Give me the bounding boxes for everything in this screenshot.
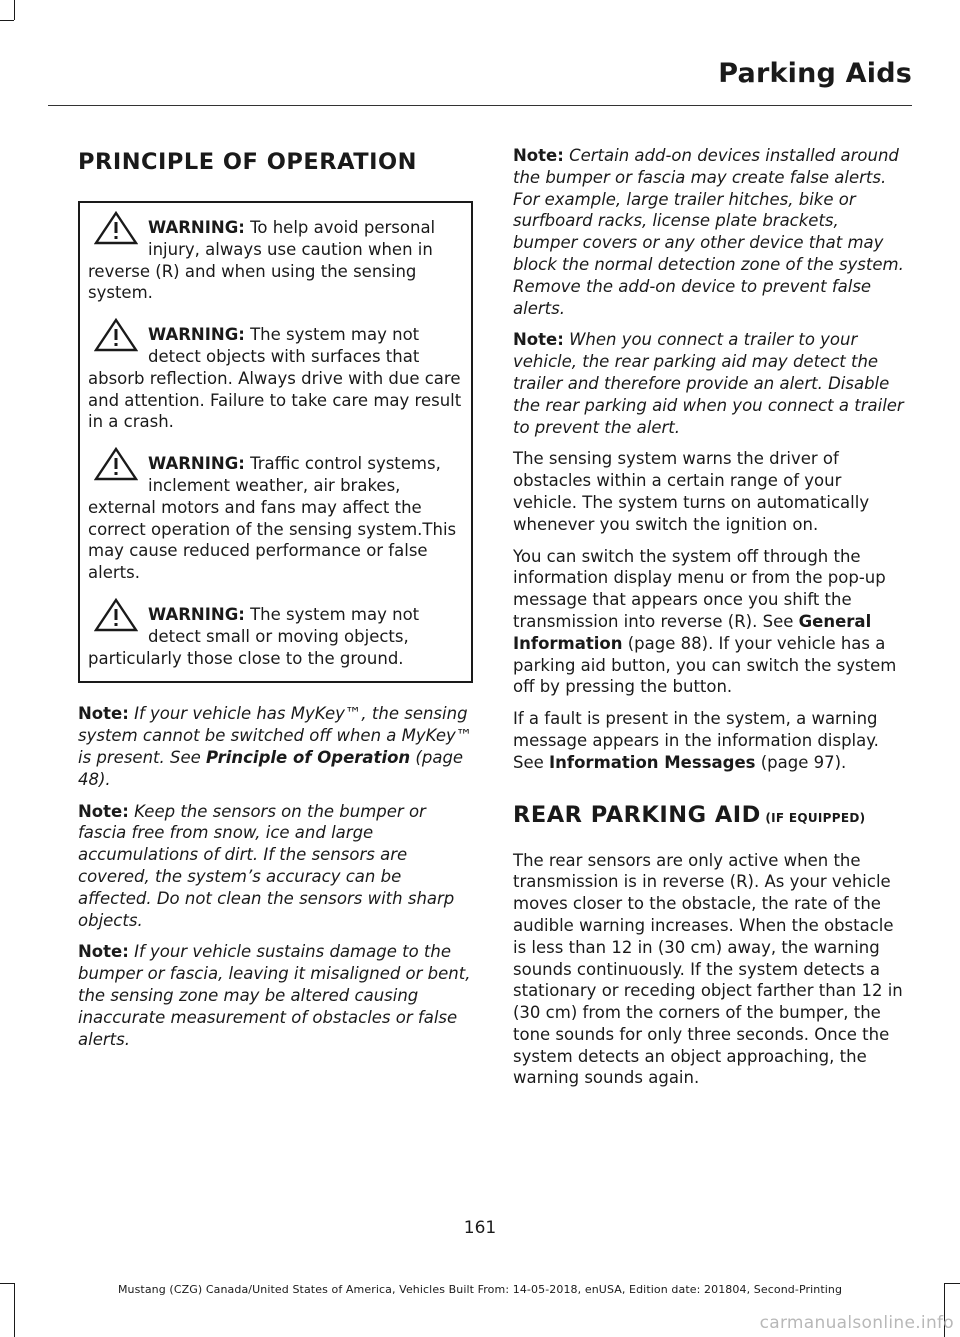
- note-text: When you connect a trailer to your vehicle, the rear parking aid may detect the trailer and therefore provide an alert. Disable the rear parking aid when you connect a trailer to prevent the alert.: [513, 330, 904, 437]
- left-column: [78, 140, 473, 1060]
- note-text: If your vehicle sustains damage to the bumper or fascia, leaving it misaligned or bent, the sensing zone may be altered causing inaccurate measurement of obstacles or false alerts.: [78, 942, 471, 1049]
- cross-reference-link[interactable]: Information Messages: [549, 752, 756, 772]
- warning-item: [88, 217, 463, 304]
- note-label: Note:: [78, 801, 129, 821]
- warning-label: WARNING:: [148, 604, 245, 624]
- note-text: Keep the sensors on the bumper or fascia free from snow, ice and large accumulations of dirt. If the sensors are covered, the system’s accuracy can be affected. Do not clean the sensors with sharp objects.: [78, 801, 455, 930]
- page-number: 161: [463, 1218, 497, 1238]
- section-heading: PRINCIPLE OF OPERATION: [78, 149, 417, 175]
- section-heading: [513, 802, 908, 828]
- section-heading-text: REAR PARKING AID: [513, 801, 761, 828]
- warning-text: Traffic control systems, inclement weather, air brakes, external motors and fans may affect the correct operation of the sensing system.This may cause reduced performance or false alerts.: [88, 454, 457, 583]
- notes-list: [78, 703, 473, 1050]
- header-divider: [48, 105, 912, 106]
- note-text: Certain add-on devices installed around the bumper or fascia may create false alerts. For example, large trailer hitches, bike or surfboard racks, license plate brackets, bumper covers or any other device that may block the normal detection zone of the system. Remove the add-on device to prevent false alerts.: [513, 146, 904, 318]
- note-label: Note:: [78, 704, 129, 724]
- warning-triangle-icon: [94, 598, 138, 632]
- warning-text: The system may not detect small or moving objects, particularly those close to the ground.: [88, 604, 420, 668]
- note-paragraph: [513, 329, 908, 438]
- warning-label: WARNING:: [148, 454, 245, 474]
- warning-text: To help avoid personal injury, always use caution when in reverse (R) and when using the sensing system.: [88, 218, 436, 303]
- body-text: If a fault is present in the system, a warning message appears in the information display. See: [513, 709, 879, 772]
- note-label: Note:: [513, 330, 564, 350]
- warning-triangle-icon: [94, 318, 138, 352]
- body-paragraph: The rear sensors are only active when the transmission is in reverse (R). As your vehicle moves closer to the obstacle, the rate of the audible warning increases. When the obstacle is less than 12 in (30 cm) away, the warning sounds continuously. If the system detects a stationary or receding object farther than 12 in (30 cm) from the corners of the bumper, the tone sounds for only three seconds. Once the system detects an object approaching, the warning sounds again.: [513, 850, 903, 1088]
- warning-item: [88, 604, 463, 669]
- warning-label: WARNING:: [148, 218, 245, 237]
- cross-reference-link[interactable]: Principle of Operation: [206, 747, 411, 767]
- body-paragraph: [513, 546, 908, 699]
- warning-box: [78, 201, 473, 683]
- note-paragraph: [78, 941, 473, 1050]
- warning-triangle-icon: [94, 447, 138, 481]
- warning-text: The system may not detect objects with surfaces that absorb reflection. Always drive with due care and attention. Failure to take care may result in a crash.: [88, 325, 462, 432]
- page-title: Parking Aids: [718, 58, 912, 89]
- warning-triangle-icon: [94, 211, 138, 245]
- note-text-tail: (page 48).: [78, 747, 464, 789]
- right-column: [513, 145, 908, 1099]
- body-paragraph: [513, 708, 908, 773]
- crop-mark: [14, 0, 15, 20]
- cross-reference-link[interactable]: General Information: [513, 611, 872, 653]
- watermark: carmanualsonline.info: [759, 1313, 954, 1333]
- note-paragraph: [513, 145, 908, 319]
- note-text: If your vehicle has MyKey™, the sensing system cannot be switched off when a MyKey™ is present. See: [78, 704, 473, 767]
- note-label: Note:: [78, 942, 129, 962]
- crop-mark: [0, 20, 14, 21]
- warning-label: WARNING:: [148, 325, 245, 345]
- footer-text: Mustang (CZG) Canada/United States of America, Vehicles Built From: 14-05-2018, enUSA, Edition date: 201804, Second-Printing: [117, 1283, 843, 1296]
- body-text-tail: (page 97).: [755, 752, 847, 772]
- note-paragraph: [78, 703, 473, 790]
- body-text: You can switch the system off through the information display menu or from the pop-up message that appears once you shift the transmission into reverse (R). See: [513, 546, 886, 631]
- body-text-tail: (page 88). If your vehicle has a parking aid button, you can switch the system off by pressing the button.: [513, 633, 897, 697]
- section-heading-suffix: (IF EQUIPPED): [760, 810, 866, 825]
- body-paragraph: The sensing system warns the driver of obstacles within a certain range of your vehicle. The system turns on automatically whenever you switch the ignition on.: [513, 449, 870, 534]
- warning-item: [88, 324, 463, 433]
- note-label: Note:: [513, 146, 564, 165]
- note-paragraph: [78, 801, 473, 932]
- warning-item: [88, 453, 463, 584]
